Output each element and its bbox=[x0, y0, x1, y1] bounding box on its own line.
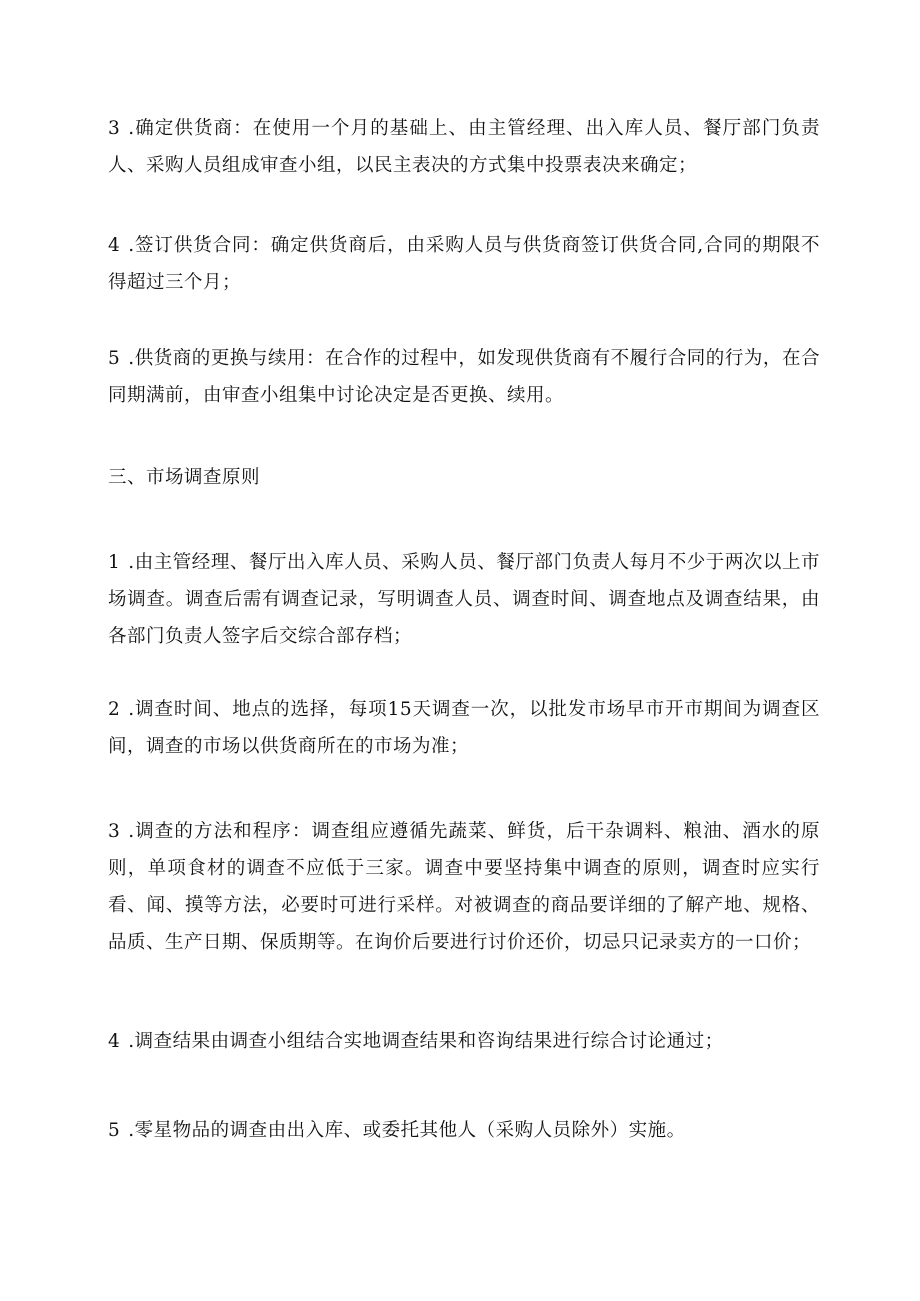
paragraph-number: 4 bbox=[108, 235, 121, 256]
section-heading: 三、市场调查原则 bbox=[108, 467, 261, 488]
paragraph-survey-result bbox=[108, 1023, 820, 1060]
paragraph-text: .供货商的更换与续用：在合作的过程中，如发现供货商有不履行合同的行为，在合同期满前，由审查小组集中讨论决定是否更换、续用。 bbox=[108, 348, 820, 406]
paragraph-text: .由主管经理、餐厅出入库人员、采购人员、餐厅部门负责人每月不少于两次以上市场调查。调查后需有调查记录，写明调查人员、调查时间、调查地点及调查结果，由各部门负责人签字后交综合部存档； bbox=[108, 552, 820, 647]
paragraph-survey-time-location bbox=[108, 691, 820, 765]
paragraph-number: 2 bbox=[108, 699, 121, 720]
paragraph-number: 5 bbox=[108, 348, 121, 369]
paragraph-number: 3 bbox=[108, 118, 121, 139]
paragraph-number: 1 bbox=[108, 552, 121, 573]
paragraph-text: .调查的方法和程序：调查组应遵循先蔬菜、鲜货，后干杂调料、粮油、酒水的原则，单项食材的调查不应低于三家。调查中要坚持集中调查的原则，调查时应实行看、闻、摸等方法，必要时可进行采样。对被调查的商品要详细的了解产地、规格、品质、生产日期、保质期等。在询价后要进行讨价还价，切忌只记录卖方的一口价； bbox=[108, 821, 820, 953]
paragraph-survey-frequency bbox=[108, 544, 820, 655]
paragraph-supplier-replacement bbox=[108, 340, 820, 414]
paragraph-text: .确定供货商：在使用一个月的基础上、由主管经理、出入库人员、餐厅部门负责人、采购人员组成审查小组，以民主表决的方式集中投票表决来确定； bbox=[108, 118, 820, 176]
paragraph-confirm-supplier bbox=[108, 110, 820, 184]
paragraph-number: 5 bbox=[108, 1120, 121, 1141]
paragraph-sign-contract bbox=[108, 227, 820, 301]
paragraph-survey-method bbox=[108, 813, 820, 961]
paragraph-sundry-items bbox=[108, 1112, 820, 1149]
paragraph-text: .调查结果由调查小组结合实地调查结果和咨询结果进行综合讨论通过； bbox=[128, 1031, 724, 1052]
paragraph-number: 3 bbox=[108, 821, 121, 842]
paragraph-text: .签订供货合同：确定供货商后，由采购人员与供货商签订供货合同,合同的期限不得超过三个月； bbox=[108, 235, 820, 293]
paragraph-text: .调查时间、地点的选择，每项15天调查一次，以批发市场早市开市期间为调查区间，调查的市场以供货商所在的市场为准； bbox=[108, 699, 820, 757]
paragraph-number: 4 bbox=[108, 1031, 121, 1052]
paragraph-text: .零星物品的调查由出入库、或委托其他人（采购人员除外）实施。 bbox=[128, 1120, 686, 1141]
